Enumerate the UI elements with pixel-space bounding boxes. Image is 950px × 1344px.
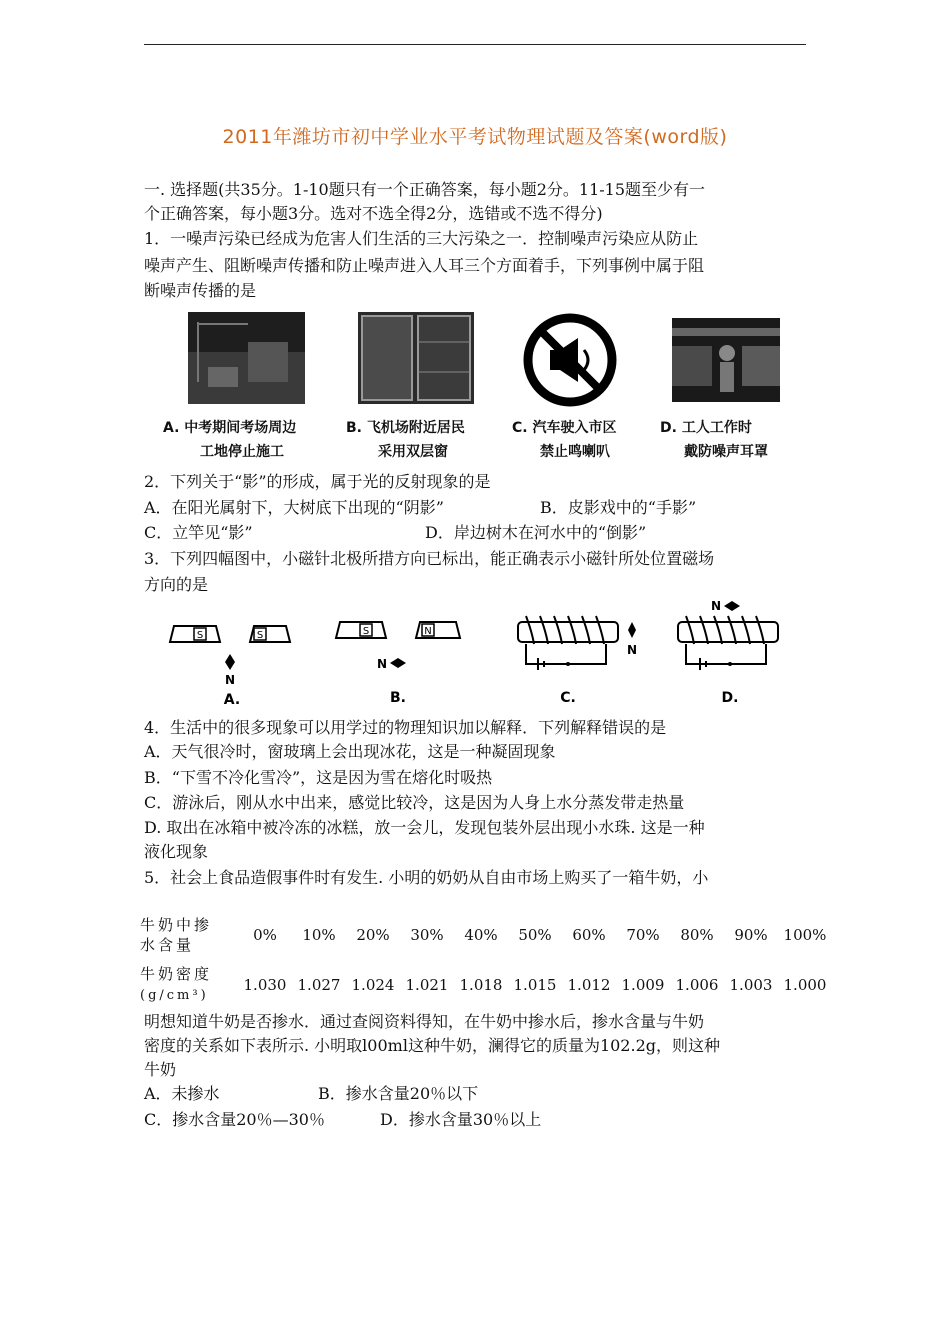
diagram-d — [678, 599, 778, 706]
table-cell: 1.021 — [405, 976, 449, 994]
double-window-image — [358, 312, 474, 404]
section-intro-line-2: 个正确答案，每小题3分。选对不选全得2分，选错或不选不得分) — [144, 204, 603, 223]
header-rule — [144, 44, 806, 45]
svg-text:N: N — [710, 599, 722, 613]
q5-stem-line-2: 明想知道牛奶是否掺水．通过查阅资料得知，在牛奶中掺水后，掺水含量与牛奶 — [144, 1012, 705, 1031]
table-row — [140, 910, 832, 960]
diagram-b-label: B. — [390, 690, 406, 706]
q2-option-b: B．皮影戏中的“手影” — [540, 498, 697, 517]
table-cell: 1.018 — [459, 976, 503, 994]
q2-stem: 2．下列关于“影”的形成，属于光的反射现象的是 — [144, 472, 491, 491]
q1-option-c-caption-2: 禁止鸣喇叭 — [540, 444, 610, 460]
milk-density-table — [140, 910, 832, 1010]
svg-text:N: N — [224, 673, 236, 687]
table-cell: 50% — [518, 926, 552, 944]
svg-text:N: N — [376, 657, 388, 671]
q1-option-d-caption-2: 戴防噪声耳罩 — [684, 444, 768, 460]
table-cell: 100% — [783, 926, 827, 944]
q5-stem-line-4: 牛奶 — [144, 1060, 177, 1079]
construction-site-image — [188, 312, 305, 404]
q1-option-a-caption-2: 工地停止施工 — [200, 444, 284, 460]
q5-option-c: C．掺水含量20％—30％ — [144, 1110, 325, 1129]
q5-stem-line-1: 5．社会上食品造假事件时有发生. 小明的奶奶从自由市场上购买了一箱牛奶，小 — [144, 868, 709, 887]
table-cell: 1.012 — [567, 976, 611, 994]
table-cell: 20% — [356, 926, 390, 944]
table-cell: 1.030 — [243, 976, 287, 994]
diagram-a — [170, 626, 290, 708]
table-cell: 1.024 — [351, 976, 395, 994]
table-cell: 30% — [410, 926, 444, 944]
table-cell: 1.006 — [675, 976, 719, 994]
table-cell: 1.009 — [621, 976, 665, 994]
diagram-a-label: A. — [223, 692, 241, 708]
q4-option-d-line-2: 液化现象 — [144, 842, 209, 861]
q1-option-c-caption-1: C. 汽车驶入市区 — [512, 420, 617, 436]
q1-option-b-caption-1: B. 飞机场附近居民 — [346, 420, 465, 436]
q4-option-c: C．游泳后，刚从水中出来，感觉比较冷，这是因为人身上水分蒸发带走热量 — [144, 793, 685, 812]
section-intro-line-1: 一. 选择题(共35分。1-10题只有一个正确答案，每小题2分。11-15题至少有一 — [144, 180, 706, 199]
q1-stem-line-3: 断噪声传播的是 — [144, 281, 257, 300]
table-cell: 40% — [464, 926, 498, 944]
table-cell: 90% — [734, 926, 768, 944]
diagram-d-label: D. — [721, 690, 739, 706]
svg-text:N: N — [626, 643, 638, 657]
diagram-b — [336, 622, 460, 706]
svg-text:S: S — [362, 626, 370, 637]
q4-option-b: B．“下雪不冷化雪冷”，这是因为雪在熔化时吸热 — [144, 768, 493, 787]
q3-magnet-diagrams — [160, 598, 800, 710]
q2-option-d: D．岸边树木在河水中的“倒影” — [425, 523, 647, 542]
table-row — [140, 960, 832, 1010]
table-header-cell: 牛奶密度 (g/cm³) — [140, 965, 213, 1003]
table-cell: 10% — [302, 926, 336, 944]
q4-option-a: A．天气很冷时，窗玻璃上会出现冰花，这是一种凝固现象 — [144, 742, 556, 761]
q5-option-d: D．掺水含量30％以上 — [380, 1110, 542, 1129]
table-cell: 1.015 — [513, 976, 557, 994]
table-cell: 80% — [680, 926, 714, 944]
q1-stem-line-2: 噪声产生、阻断噪声传播和防止噪声进入人耳三个方面着手，下列事例中属于阻 — [144, 256, 705, 275]
q1-option-b-caption-2: 采用双层窗 — [378, 444, 448, 460]
table-cell: 1.000 — [783, 976, 827, 994]
table-cell: 1.003 — [729, 976, 773, 994]
q4-option-d-line-1: D. 取出在冰箱中被冷冻的冰糕，放一会儿，发现包装外层出现小水珠. 这是一种 — [144, 818, 705, 837]
table-header-cell: 牛奶中掺 水含量 — [140, 916, 213, 954]
page-title: 2011年潍坊市初中学业水平考试物理试题及答案(word版) — [222, 126, 728, 148]
factory-worker-image — [672, 318, 780, 402]
table-cell: 1.027 — [297, 976, 341, 994]
table-cell: 70% — [626, 926, 660, 944]
svg-text:N: N — [424, 626, 432, 637]
q3-stem-line-1: 3．下列四幅图中，小磁针北极所措方向已标出，能正确表示小磁针所处位置磁场 — [144, 549, 715, 568]
q2-option-c: C．立竿见“影” — [144, 523, 253, 542]
magnet-a-left-pole: S — [196, 630, 204, 641]
magnet-a-right-pole: S — [256, 630, 264, 641]
q4-stem: 4．生活中的很多现象可以用学过的物理知识加以解释．下列解释错误的是 — [144, 718, 667, 737]
q5-stem-line-3: 密度的关系如下表所示. 小明取l00ml这种牛奶，澜得它的质量为102.2g，则这种 — [144, 1036, 720, 1055]
q1-stem-line-1: 1．一噪声污染已经成为危害人们生活的三大污染之一．控制噪声污染应从防止 — [144, 229, 699, 248]
table-cell: 0% — [253, 926, 277, 944]
q3-stem-line-2: 方向的是 — [144, 575, 209, 594]
q2-option-a: A．在阳光属射下，大树底下出现的“阴影” — [144, 498, 444, 517]
q1-option-d-caption-1: D. 工人工作时 — [660, 420, 752, 436]
table-cell: 60% — [572, 926, 606, 944]
q5-option-a: A．未掺水 — [144, 1084, 220, 1103]
q5-option-b: B．掺水含量20％以下 — [318, 1084, 479, 1103]
diagram-c — [518, 616, 637, 706]
no-horn-sign-icon — [522, 312, 618, 408]
q1-option-a-caption-1: A. 中考期间考场周边 — [163, 420, 297, 436]
diagram-c-label: C. — [560, 690, 576, 706]
